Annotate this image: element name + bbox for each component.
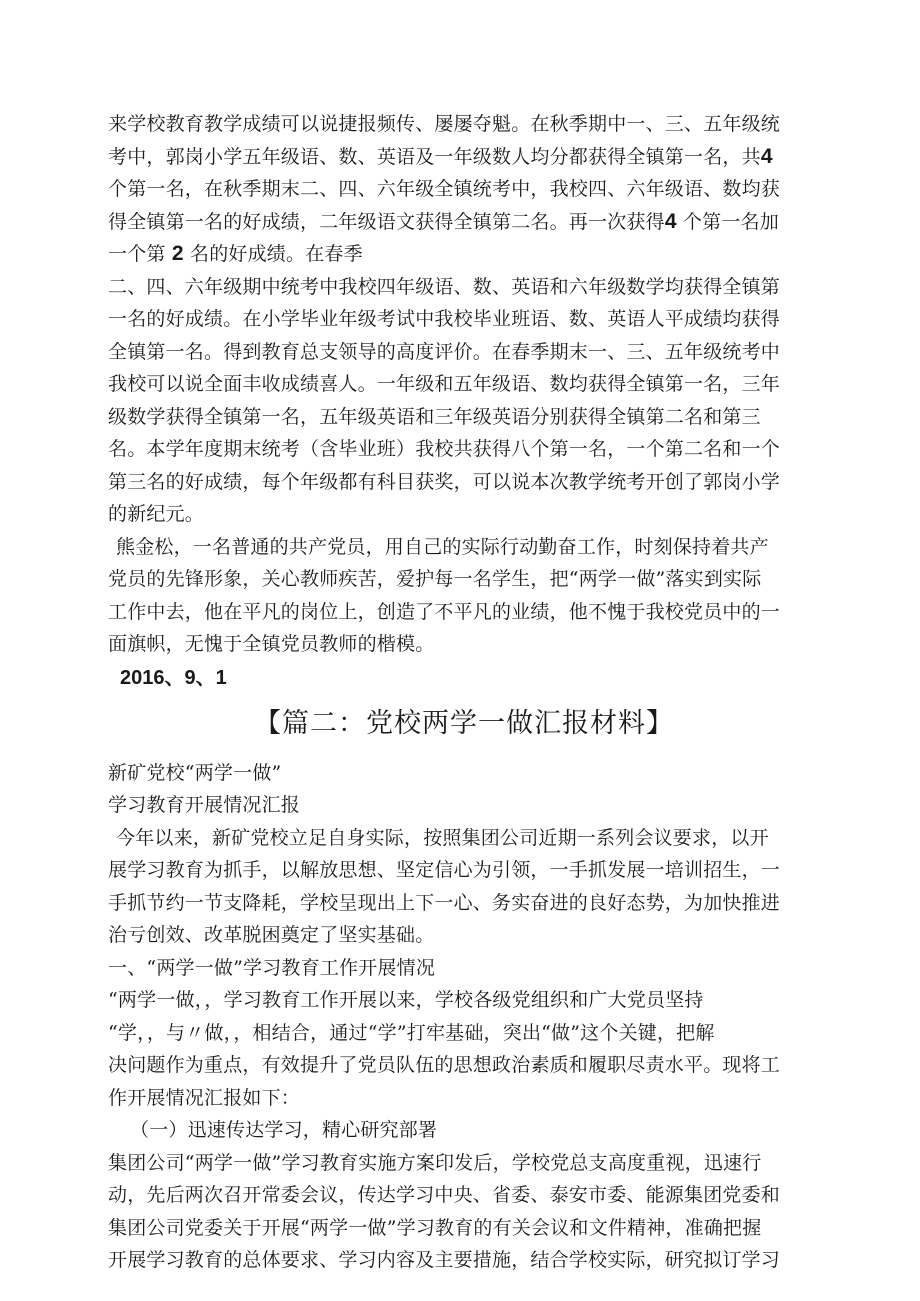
text-line: 动，先后两次召开常委会议，传达学习中央、省委、泰安市委、能源集团党委和 xyxy=(108,1184,781,1206)
subsection-heading: （一）迅速传达学习，精心研究部署 xyxy=(130,1119,438,1141)
text-line: 第三名的好成绩，每个年级都有科目获奖，可以说本次教学统考开创了郭岗小学 xyxy=(108,470,781,493)
date-line: 2016、9、1 xyxy=(120,666,227,689)
text-line: 集团公司党委关于开展“两学一做”学习教育的有关会议和文件精神，准确把握 xyxy=(108,1216,762,1239)
text-line: 作开展情况汇报如下： xyxy=(108,1086,301,1109)
text-line: “学，，与〃做，，相结合，通过“学”打牢基础，突出“做”这个关键，把解 xyxy=(108,1021,715,1044)
text-line: 治亏创效、改革脱困奠定了坚实基础。 xyxy=(108,924,435,946)
text-line: 展学习教育为抓手，以解放思想、坚定信心为引领，一手抓发展一培训招生，一 xyxy=(108,859,781,881)
text-line: 一名的好成绩。在小学毕业年级考试中我校毕业班语、数、英语人平成绩均获得 xyxy=(108,308,781,330)
text-line: 面旗帜，无愧于全镇党员教师的楷模。 xyxy=(108,633,435,655)
text-line: 决问题作为重点，有效提升了党员队伍的思想政治素质和履职尽责水平。现将工 xyxy=(108,1054,781,1076)
text-line: 党员的先锋形象，关心教师疾苦，爱护每一名学生，把“两学一做”落实到实际 xyxy=(108,568,762,590)
text-line: 新矿党校“两学一做” xyxy=(108,761,282,784)
text-line: 工作中去，他在平凡的岗位上，创造了不平凡的业绩，他不愧于我校党员中的一 xyxy=(108,600,781,623)
text-line: 个第一名，在秋季期末二、四、六年级全镇统考中，我校四、六年级语、数均获 xyxy=(108,178,781,200)
text-line xyxy=(108,206,820,239)
text-line: 熊金松，一名普通的共产党员，用自己的实际行动勤奋工作，时刻保持着共产 xyxy=(116,535,769,558)
text-line: 全镇第一名。得到教育总支领导的高度评价。在春季期末一、三、五年级统考中 xyxy=(108,340,781,363)
text-line xyxy=(108,238,820,271)
section-heading: 【篇二：党校两学一做汇报材料】 xyxy=(254,707,674,739)
text-line: 今年以来，新矿党校立足自身实际，按照集团公司近期一系列会议要求，以开 xyxy=(116,826,769,849)
text-segment: 得全镇第一名的好成绩，二年级语文获得全镇第二名。再一次获得 xyxy=(108,210,665,233)
text-line: 开展学习教育的总体要求、学习内容及主要措施，结合学校实际，研究拟订学习 xyxy=(108,1249,781,1271)
text-line: 一、“两学一做”学习教育工作开展情况 xyxy=(108,956,436,979)
text-segment: 个第一名加 xyxy=(682,210,779,233)
text-line: 级数学获得全镇第一名，五年级英语和三年级英语分别获得全镇第二名和第三 xyxy=(108,405,761,428)
text-line: 我校可以说全面丰收成绩喜人。一年级和五年级语、数均获得全镇第一名，三年 xyxy=(108,373,781,395)
text-line: 名。本学年度期末统考（含毕业班）我校共获得八个第一名，一个第二名和一个 xyxy=(108,438,781,460)
text-line: 学习教育开展情况汇报 xyxy=(108,794,301,816)
text-segment: 名的好成绩。在春季 xyxy=(190,243,363,265)
bold-number: 4 xyxy=(664,209,677,233)
text-line: “两学一做，，学习教育工作开展以来，学校各级党组织和广大党员坚持 xyxy=(108,989,704,1011)
bold-number: 4 xyxy=(760,144,773,168)
text-line: 手抓节约一节支降耗，学校呈现出上下一心、务实奋进的良好态势，为加快推进 xyxy=(108,891,781,914)
document-page xyxy=(108,108,820,1277)
text-line: 二、四、六年级期中统考中我校四年级语、数、英语和六年级数学均获得全镇第 xyxy=(108,275,781,298)
text-line xyxy=(108,141,820,174)
text-line: 来学校教育教学成绩可以说捷报频传、屡屡夺魁。在秋季期中一、三、五年级统 xyxy=(108,113,781,135)
text-segment: 一个第 xyxy=(108,243,166,265)
text-line: 的新纪元。 xyxy=(108,503,205,525)
bold-number: 2 xyxy=(171,242,184,265)
text-line: 集团公司“两学一做”学习教育实施方案印发后，学校党总支高度重视，迅速行 xyxy=(108,1151,762,1174)
text-segment: 考中，郭岗小学五年级语、数、英语及一年级数人均分都获得全镇第一名，共 xyxy=(108,145,761,168)
